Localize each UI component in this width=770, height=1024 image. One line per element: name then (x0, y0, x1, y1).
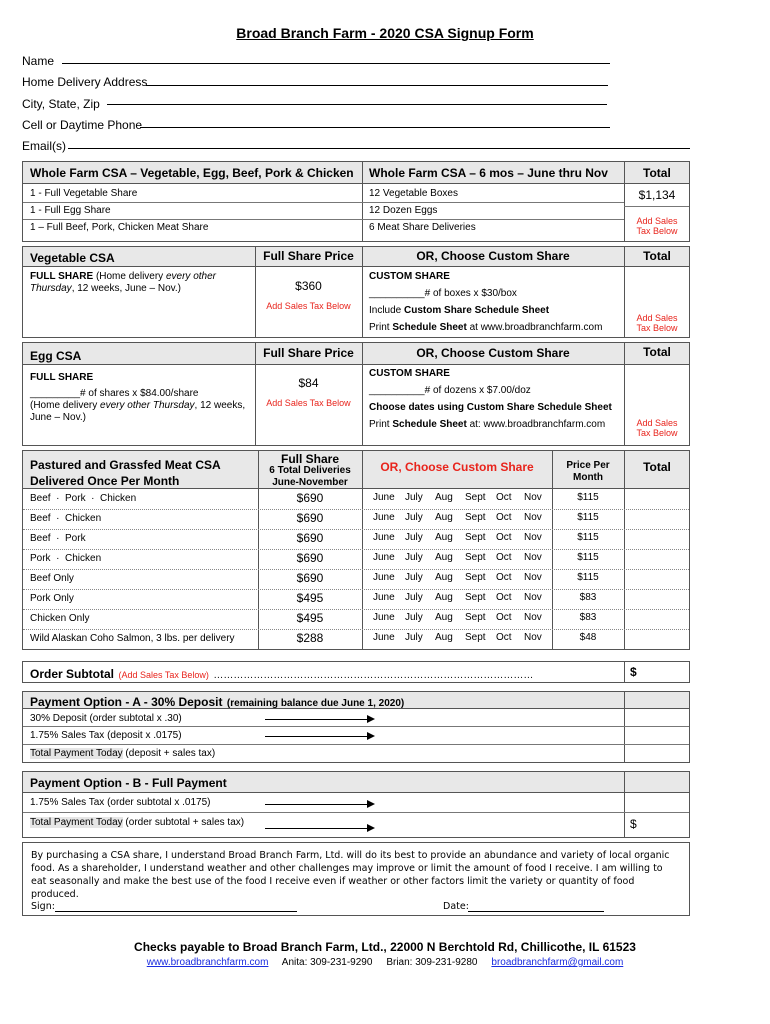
vegetable-total-tax-note: Add Sales Tax Below (636, 313, 678, 333)
whole-farm-detail: 6 Meat Share Deliveries (369, 222, 476, 233)
month-option[interactable]: Oct (496, 532, 512, 543)
print-text: Print (369, 419, 393, 430)
row-divider (23, 219, 624, 220)
address-label: Home Delivery Address (22, 75, 148, 89)
meat-full-share-header: Full Share (280, 452, 339, 466)
month-option[interactable]: Oct (496, 492, 512, 503)
meat-price-per-header: Month (573, 472, 603, 483)
month-option[interactable]: June (373, 512, 395, 523)
address-field[interactable] (146, 85, 608, 86)
phone-brian: Brian: 309-231-9280 (386, 957, 478, 968)
egg-total-label: Total (643, 345, 671, 359)
egg-total-tax-note: Add Sales Tax Below (636, 418, 678, 438)
arrow-icon (265, 719, 373, 720)
whole-farm-detail: 12 Dozen Eggs (369, 205, 438, 216)
total-label: Total Payment Today (30, 817, 123, 828)
meat-monthly-price: $48 (579, 632, 597, 643)
total-label: Total Payment Today (30, 748, 123, 759)
subtotal-label: Order Subtotal (30, 667, 115, 681)
full-share-desc: every other (165, 271, 216, 282)
month-option[interactable]: Nov (524, 512, 542, 523)
month-option[interactable]: June (373, 572, 395, 583)
month-option[interactable]: June (373, 532, 395, 543)
month-option[interactable]: Nov (524, 612, 542, 623)
divider (362, 451, 363, 649)
meat-monthly-price: $83 (579, 592, 597, 603)
divider (624, 772, 625, 837)
month-option[interactable]: Sept (465, 612, 486, 623)
month-option[interactable]: Aug (435, 572, 453, 583)
month-option[interactable]: June (373, 632, 395, 643)
egg-custom-label: CUSTOM SHARE (369, 368, 450, 379)
name-field[interactable] (62, 63, 610, 64)
month-option[interactable]: Oct (496, 552, 512, 563)
month-option[interactable]: Aug (435, 612, 453, 623)
option-b-currency: $ (630, 817, 637, 831)
month-option[interactable]: July (405, 612, 423, 623)
meat-monthly-price: $115 (577, 512, 599, 523)
page-title: Broad Branch Farm - 2020 CSA Signup Form (236, 25, 534, 41)
egg-print-note (369, 419, 605, 430)
whole-farm-item: 1 - Full Vegetable Share (30, 188, 138, 199)
vegetable-custom-header: OR, Choose Custom Share (416, 249, 570, 263)
whole-farm-heading: Whole Farm CSA – Vegetable, Egg, Beef, Pork & Chicken (30, 166, 354, 180)
month-option[interactable]: Sept (465, 492, 486, 503)
meat-monthly-price: $115 (577, 492, 599, 503)
month-option[interactable]: Aug (435, 592, 453, 603)
city-label: City, State, Zip (22, 97, 100, 111)
option-a-total (30, 748, 215, 759)
meat-monthly-price: $115 (577, 552, 599, 563)
include-text: Custom Share Schedule Sheet (404, 305, 550, 316)
option-b-tax: 1.75% Sales Tax (order subtotal x .0175) (30, 797, 211, 808)
month-option[interactable]: Oct (496, 512, 512, 523)
date-label: Date: (443, 901, 469, 912)
month-option[interactable]: July (405, 492, 423, 503)
egg-desc-text: every other Thursday (100, 400, 195, 411)
total-desc: (deposit + sales tax) (122, 748, 216, 759)
meat-share-price: $690 (296, 531, 324, 545)
vegetable-price: $360 (295, 279, 322, 293)
month-option[interactable]: Oct (496, 592, 512, 603)
whole-farm-tax-note: Add Sales Tax Below (636, 216, 678, 236)
month-option[interactable]: Sept (465, 512, 486, 523)
meat-share-price: $690 (296, 551, 324, 565)
option-a-note: (remaining balance due June 1, 2020) (226, 698, 405, 709)
month-option[interactable]: Sept (465, 632, 486, 643)
egg-price-header: Full Share Price (263, 346, 354, 360)
vegetable-full-share (30, 271, 252, 295)
row-divider (23, 569, 689, 570)
meat-full-share-header: June-November (272, 477, 348, 488)
meat-share-name: Beef Only (30, 573, 74, 584)
meat-share-price: $690 (296, 511, 324, 525)
arrow-icon (265, 804, 373, 805)
row-divider (23, 812, 689, 813)
meat-custom-header: OR, Choose Custom Share (380, 460, 534, 474)
row-divider (23, 726, 689, 727)
meat-monthly-price: $115 (577, 532, 599, 543)
egg-full-share-label: FULL SHARE (30, 372, 94, 383)
meat-share-name: Beef · Chicken (30, 513, 102, 524)
vegetable-custom-label: CUSTOM SHARE (369, 271, 450, 282)
month-option[interactable]: Sept (465, 572, 486, 583)
print-text: Schedule Sheet (392, 419, 467, 430)
month-option[interactable]: Aug (435, 532, 453, 543)
phone-label: Cell or Daytime Phone (22, 118, 143, 132)
subtotal-note: (Add Sales Tax Below) (118, 670, 209, 680)
total-desc: (order subtotal + sales tax) (122, 817, 245, 828)
sign-label: Sign: (31, 901, 55, 912)
meat-total-label: Total (643, 460, 671, 474)
whole-farm-price: $1,134 (638, 188, 676, 202)
subtotal-label-group (30, 665, 533, 683)
month-option[interactable]: July (405, 532, 423, 543)
meat-share-name: Beef · Pork · Chicken (30, 493, 137, 504)
month-option[interactable]: July (405, 512, 423, 523)
email-link[interactable]: broadbranchfarm@gmail.com (491, 957, 624, 968)
row-divider (624, 206, 689, 207)
egg-desc-text: June – Nov.) (30, 412, 86, 423)
meat-price-per-header: Price Per (566, 460, 610, 471)
arrow-icon (265, 736, 373, 737)
month-option[interactable]: June (373, 592, 395, 603)
option-a-deposit: 30% Deposit (order subtotal x .30) (30, 713, 182, 724)
meat-share-price: $495 (296, 591, 324, 605)
egg-desc-text: (Home delivery (30, 400, 101, 411)
meat-share-price: $690 (296, 491, 324, 505)
print-text: Print (369, 322, 393, 333)
contact-line (0, 957, 770, 968)
egg-choose-note: Choose dates using Custom Share Schedule Sheet (369, 402, 612, 413)
egg-desc (30, 400, 254, 424)
checks-payable: Checks payable to Broad Branch Farm, Ltd., 22000 N Berchtold Rd, Chillicothe, IL 61523 (134, 940, 636, 954)
month-option[interactable]: Aug (435, 492, 453, 503)
month-option[interactable]: Oct (496, 632, 512, 643)
meat-share-name: Wild Alaskan Coho Salmon, 3 lbs. per delivery (30, 633, 235, 644)
egg-price: $84 (298, 376, 319, 390)
month-option[interactable]: Oct (496, 572, 512, 583)
month-option[interactable]: June (373, 492, 395, 503)
meat-monthly-price: $115 (577, 572, 599, 583)
meat-share-price: $288 (296, 631, 324, 645)
month-option[interactable]: Nov (524, 532, 542, 543)
meat-monthly-price: $83 (579, 612, 597, 623)
whole-farm-heading-2: Whole Farm CSA – 6 mos – June thru Nov (369, 166, 608, 180)
full-share-desc: (Home delivery (95, 271, 164, 282)
month-option[interactable]: Nov (524, 492, 542, 503)
vegetable-tax-note: Add Sales Tax Below (266, 301, 351, 311)
print-text: at: www.broadbranchfarm.com (466, 419, 606, 430)
egg-custom-header: OR, Choose Custom Share (416, 346, 570, 360)
egg-desc-text: , 12 weeks, (194, 400, 246, 411)
vegetable-price-header: Full Share Price (263, 249, 354, 263)
meat-heading: Pastured and Grassfed Meat CSA (30, 458, 221, 472)
option-b-heading: Payment Option - B - Full Payment (30, 776, 227, 790)
city-field[interactable] (107, 104, 607, 105)
name-label: Name (22, 54, 55, 68)
row-divider (23, 529, 689, 530)
month-option[interactable]: Sept (465, 552, 486, 563)
month-option[interactable]: Aug (435, 552, 453, 563)
option-a-heading-group (30, 693, 404, 711)
print-text: at www.broadbranchfarm.com (466, 322, 603, 333)
email-field[interactable] (68, 148, 690, 149)
date-field[interactable] (468, 911, 604, 912)
meat-share-name: Pork · Chicken (30, 553, 102, 564)
vegetable-include-note (369, 305, 549, 316)
egg-tax-note: Add Sales Tax Below (266, 398, 351, 408)
include-text: Include (369, 305, 405, 316)
vegetable-print-note (369, 322, 602, 333)
whole-farm-detail: 12 Vegetable Boxes (369, 188, 458, 199)
subtotal-currency: $ (630, 665, 637, 679)
meat-share-price: $690 (296, 571, 324, 585)
agreement-text: By purchasing a CSA share, I understand Broad Branch Farm, Ltd. will do its best to provide an abundance and variety of local organic food. As a shareholder, I understand weather and other challenges may improve or limit the amount of food I receive. I am willing to eat seasonally and make the best use of the food I receive even if weather or other factors limit the variety or quantity of food produced. (31, 850, 670, 900)
whole-farm-total-label: Total (643, 166, 671, 180)
row-divider (23, 202, 624, 203)
divider (624, 451, 625, 649)
whole-farm-item: 1 – Full Beef, Pork, Chicken Meat Share (30, 222, 209, 233)
row-divider (23, 589, 689, 590)
month-option[interactable]: Oct (496, 612, 512, 623)
egg-heading: Egg CSA (30, 349, 82, 363)
meat-share-name: Chicken Only (30, 613, 90, 624)
row-divider (23, 629, 689, 630)
month-option[interactable]: June (373, 552, 395, 563)
month-option[interactable]: July (405, 572, 423, 583)
vegetable-heading: Vegetable CSA (30, 251, 115, 265)
month-option[interactable]: July (405, 592, 423, 603)
meat-subheading: Delivered Once Per Month (30, 474, 180, 488)
row-divider (23, 509, 689, 510)
whole-farm-item: 1 - Full Egg Share (30, 205, 111, 216)
vegetable-total-label: Total (643, 249, 671, 263)
month-option[interactable]: Sept (465, 532, 486, 543)
month-option[interactable]: Nov (524, 552, 542, 563)
meat-full-share-header: 6 Total Deliveries (269, 465, 351, 476)
sign-field[interactable] (55, 911, 297, 912)
option-a-tax: 1.75% Sales Tax (deposit x .0175) (30, 730, 182, 741)
month-option[interactable]: Aug (435, 632, 453, 643)
meat-share-price: $495 (296, 611, 324, 625)
divider (624, 692, 625, 762)
row-divider (23, 609, 689, 610)
month-option[interactable]: Aug (435, 512, 453, 523)
divider (624, 662, 625, 682)
row-divider (23, 549, 689, 550)
website-link[interactable]: www.broadbranchfarm.com (146, 957, 269, 968)
vegetable-custom-qty[interactable]: __________# of boxes x $30/box (369, 288, 517, 299)
print-text: Schedule Sheet (392, 322, 467, 333)
month-option[interactable]: Sept (465, 592, 486, 603)
arrow-icon (265, 828, 373, 829)
month-option[interactable]: Nov (524, 592, 542, 603)
subtotal-dots: …………………………………………………………………………………… (213, 670, 534, 681)
meat-share-name: Beef · Pork (30, 533, 86, 544)
phone-field[interactable] (140, 127, 610, 128)
option-a-heading: Payment Option - A - 30% Deposit (30, 695, 223, 709)
full-share-desc: Thursday (30, 283, 72, 294)
option-b-total (30, 817, 244, 828)
egg-share-qty[interactable]: _________# of shares x $84.00/share (30, 388, 199, 399)
month-option[interactable]: Nov (524, 572, 542, 583)
month-option[interactable]: July (405, 632, 423, 643)
email-label: Email(s) (22, 139, 66, 153)
month-option[interactable]: June (373, 612, 395, 623)
full-share-desc: , 12 weeks, June – Nov.) (71, 283, 181, 294)
month-option[interactable]: Nov (524, 632, 542, 643)
meat-share-name: Pork Only (30, 593, 74, 604)
row-divider (23, 744, 689, 745)
month-option[interactable]: July (405, 552, 423, 563)
full-share-label: FULL SHARE (30, 271, 94, 282)
phone-anita: Anita: 309-231-9290 (281, 957, 373, 968)
egg-custom-qty[interactable]: __________# of dozens x $7.00/doz (369, 385, 531, 396)
